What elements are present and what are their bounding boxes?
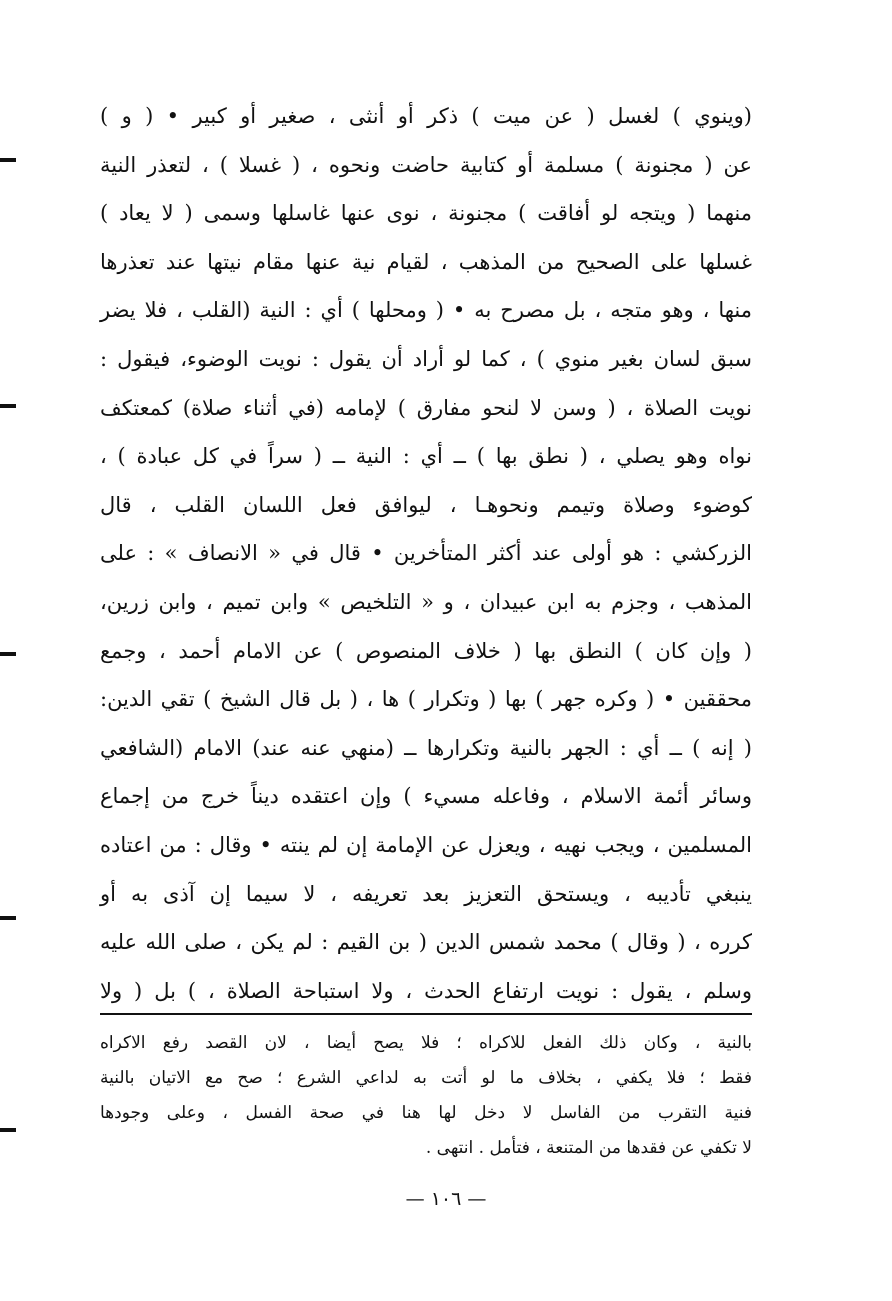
text-line: ( وإن كان ) النطق بها ( خلاف المنصوص ) عن الامام أحمد ، وجمع [100,638,752,663]
text-line: المسلمين ، ويجب نهيه ، ويعزل عن الإمامة إن لم ينته • وقال : من اعتاده [100,832,752,857]
margin-mark [0,404,16,408]
text-line: كرره ، ( وقال ) محمد شمس الدين ( بن القيم : لم يكن ، صلى الله عليه [100,930,752,955]
text-line: وسلم ، يقول : نويت ارتفاع الحدث ، ولا استباحة الصلاة ، ) بل ( ولا [100,978,752,1003]
text-line: الزركشي : هو أولى عند أكثر المتأخرين • قال في « الانصاف » : على [100,541,752,566]
text-line: منهما ( ويتجه لو أفاقت ) مجنونة ، نوى عنها غاسلها وسمى ( لا يعاد ) [100,201,752,226]
text-line: عن ( مجنونة ) مسلمة أو كتابية حاضت ونحوه ، ( غسلا ) ، لتعذر النية [100,152,752,177]
margin-mark [0,916,16,920]
text-line: (وينوي ) لغسل ( عن ميت ) ذكر أو أنثى ، صغير أو كبير • ( و ) [100,104,752,128]
footnote-line: لا تكفي عن فقدها من المتنعة ، فتأمل . انتهى . [425,1138,752,1158]
text-line: سبق لسان بغير منوي ) ، كما لو أراد أن يقول : نويت الوضوء، فيقول : [100,346,752,371]
margin-mark [0,158,16,162]
margin-mark [0,652,16,656]
footnote [100,1026,752,1166]
main-text [100,92,752,1015]
footnote-separator [100,1013,752,1015]
footnote-line: فقط ؛ فلا يكفي ، بخلاف ما لو أتت به لداعي الشرع ؛ صح مع الاتيان بالنية [100,1068,752,1088]
text-line: منها ، وهو متجه ، بل مصرح به • ( ومحلها ) أي : النية (القلب ، فلا يضر [100,298,752,323]
text-line: ينبغي تأديبه ، ويستحق التعزيز بعد تعريفه ، لا سيما إن آذى به أو [100,881,752,906]
text-line: نويت الصلاة ، ( وسن لا لنحو مفارق ) لإمامه (في أثناء صلاة) كمعتكف [100,395,752,420]
text-line: محققين • ( وكره جهر ) بها ( وتكرار ) ها ، ( بل قال الشيخ ) تقي الدين: [100,687,752,712]
footnote-line: فنية التقرب من الفاسل لا دخل لها هنا في صحة الفسل ، وعلى وجودها [100,1103,752,1123]
text-line: ( إنه ) ــ أي : الجهر بالنية وتكرارها ــ (منهي عنه عند) الامام (الشافعي [100,735,752,760]
footnote-line: بالنية ، وكان ذلك الفعل للاكراه ؛ فلا يصح أيضا ، لان القصد رفع الاكراه [100,1033,752,1053]
text-line: وسائر أئمة الاسلام ، وفاعله مسيء ) وإن اعتقده ديناً خرج من إجماع [100,784,752,809]
margin-mark [0,1128,16,1132]
text-line: كوضوء وصلاة وتيمم ونحوهـا ، ليوافق فعل اللسان القلب ، قال [100,492,752,517]
text-line: المذهب ، وجزم به ابن عبيدان ، و « التلخيص » وابن تميم ، وابن زرين، [100,589,752,614]
text-line: نواه وهو يصلي ، ( نطق بها ) ــ أي : النية ــ ( سراً في كل عبادة ) ، [100,444,752,469]
page-number: — ١٠٦ — [405,1188,487,1210]
text-line: غسلها على الصحيح من المذهب ، لقيام نية عنها مقام نيتها عند تعذرها [100,249,752,274]
